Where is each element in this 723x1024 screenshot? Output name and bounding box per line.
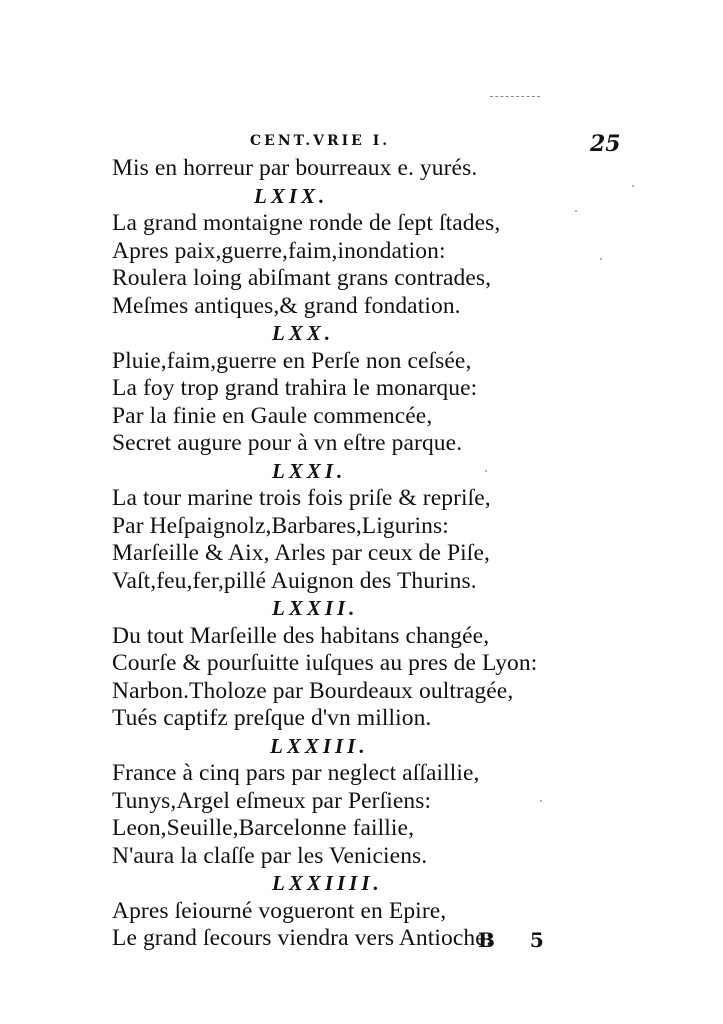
verse-line: Apres paix,guerre,faim,inondation: xyxy=(112,237,446,264)
verse-line: Courſe & pourſuitte iuſques au pres de Lyon: xyxy=(112,650,538,676)
quatrain-number: LXXII. xyxy=(272,596,359,620)
verse-line: Roulera loing abiſmant grans contrades, xyxy=(112,265,492,291)
verse-line: Du tout Marſeille des habitans changée, xyxy=(112,622,490,649)
quatrain-number: LXX. xyxy=(272,321,335,345)
verse-line: Pluie,faim,guerre en Perſe non ceſsée, xyxy=(112,347,472,374)
verse-line: La tour marine trois fois priſe & repriſe, xyxy=(112,485,491,511)
verse-line: N'aura la claſſe par les Veniciens. xyxy=(112,842,428,869)
page-footer xyxy=(0,928,723,958)
ink-speck xyxy=(575,210,577,212)
verse-line: Apres ſeiourné vogueront en Epire, xyxy=(112,897,447,924)
ink-speck xyxy=(540,800,542,802)
ink-speck xyxy=(485,470,487,472)
signature-mark: B 5 xyxy=(478,928,558,952)
verse-line: Meſmes antiques,& grand fondation. xyxy=(112,292,461,319)
quatrain-number: LXIX. xyxy=(254,183,329,208)
quatrain-number: LXXIII. xyxy=(270,733,369,758)
running-head: CENT.VRIE I. xyxy=(250,133,391,149)
quatrain-number: LXXI. xyxy=(272,458,347,483)
verse-line: Par la finie en Gaule commencée, xyxy=(112,402,433,429)
verse-line: Secret augure pour à vn eſtre parque. xyxy=(112,430,463,456)
page-number: 25 xyxy=(590,131,621,157)
ink-speck xyxy=(600,258,602,260)
quatrain-number: LXXIIII. xyxy=(272,871,383,895)
verse-line: Tués captifz preſque d'vn million. xyxy=(112,705,432,731)
verse-line: Par Heſpaignolz,Barbares,Ligurins: xyxy=(112,512,449,539)
verse-line: France à cinq pars par neglect aſſaillie, xyxy=(112,760,480,786)
verse-line: Marſeille & Aix, Arles par ceux de Piſe, xyxy=(112,540,490,566)
quatrain-text xyxy=(112,155,592,953)
verse-line: Le grand ſecours viendra vers Antioche: xyxy=(112,925,493,951)
top-edge-mark xyxy=(490,96,540,97)
ink-speck xyxy=(632,185,634,187)
verse-line: La grand montaigne ronde de ſept ſtades, xyxy=(112,210,501,236)
verse-line: Vaſt,feu,fer,pillé Auignon des Thurins. xyxy=(112,567,477,594)
verse-line: La foy trop grand trahira le monarque: xyxy=(112,375,478,401)
verse-line: Mis en horreur par bourreaux e. yurés. xyxy=(112,155,478,181)
verse-line: Tunys,Argel eſmeux par Perſiens: xyxy=(112,787,432,814)
verse-line: Narbon.Tholoze par Bourdeaux oultragée, xyxy=(112,677,514,704)
verse-line: Leon,Seuille,Barcelonne faillie, xyxy=(112,815,415,841)
